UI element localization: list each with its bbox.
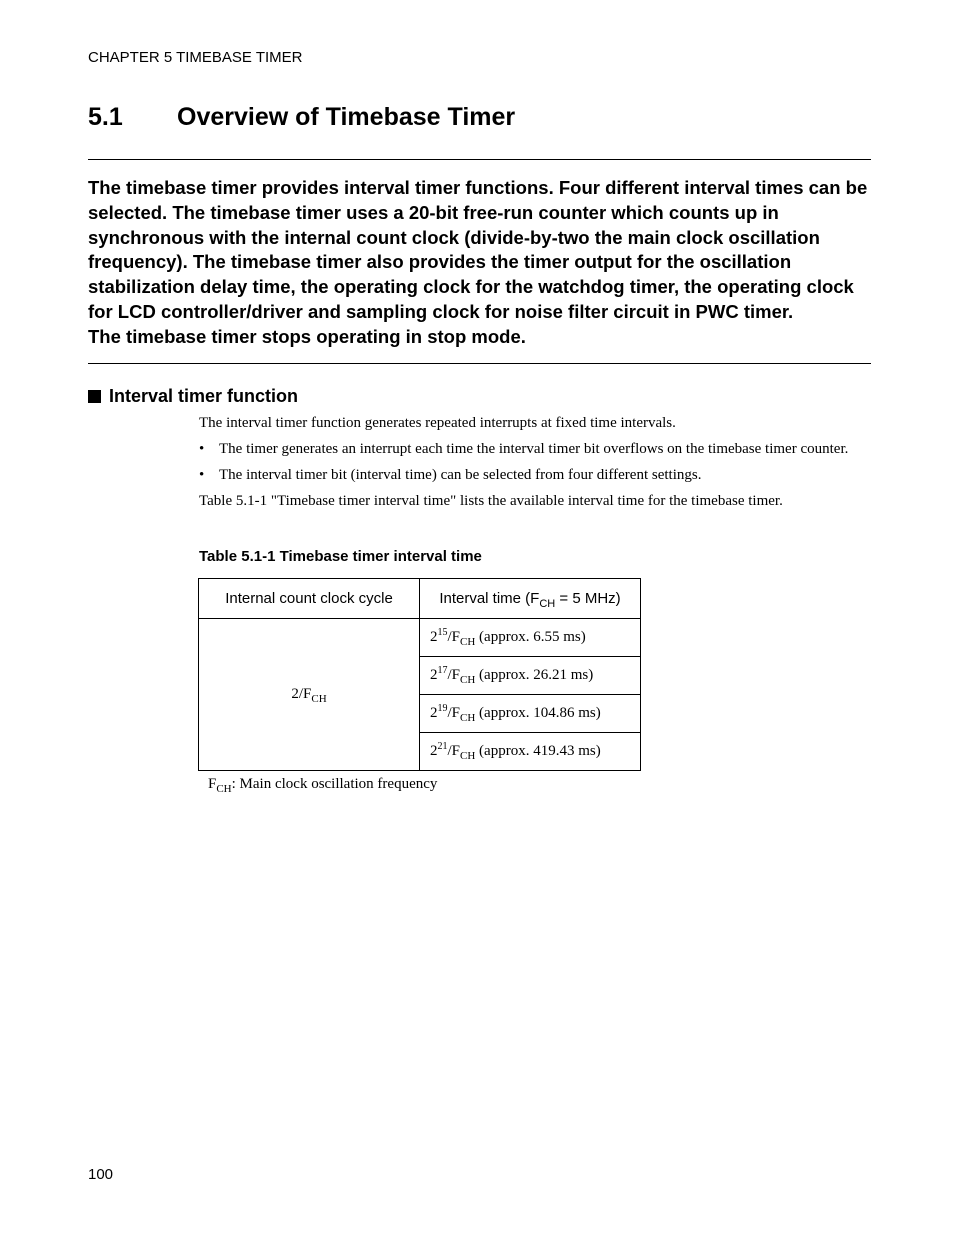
interval-cell: $2^{17}/F_{CH}$ (approx. 26.21 ms) (420, 657, 641, 695)
header-cell-cycle: Internal count clock cycle (199, 579, 420, 619)
running-header: CHAPTER 5 TIMEBASE TIMER (88, 49, 303, 66)
table-row (199, 619, 641, 657)
bullet-list (199, 438, 872, 486)
section-title-text: Overview of Timebase Timer (177, 103, 516, 131)
page-number: 100 (88, 1166, 114, 1183)
bottom-divider (88, 363, 871, 364)
intro-paragraph: The interval timer function generates repeated interrupts at fixed time intervals. (199, 415, 676, 431)
body-text (199, 412, 872, 516)
table-reference-paragraph: Table 5.1-1 "Timebase timer interval time" lists the available interval time for the timebase timer. (199, 493, 783, 509)
header-cell-interval: Interval time ($F_{CH} = 5$ MHz) (420, 579, 641, 619)
bullet-icon: • (199, 441, 205, 457)
table-footnote: $F_{CH}$: Main clock oscillation frequency (208, 776, 438, 795)
list-item: • The interval timer bit (interval time) can be selected from four different settings. (199, 464, 872, 486)
subsection-heading (88, 386, 298, 407)
summary-paragraph-1: The timebase timer provides interval timer functions. Four different interval times can be selected. The timebase timer uses a 20-bit free-run counter which counts up in synchronous with the internal count clock (divide-by-two the main clock oscillation frequency). The timebase timer also provides the timer output for the oscillation stabilization delay time, the operating clock for the watchdog timer, the operating clock for LCD controller/driver and sampling clock for noise filter circuit in PWC timer. (88, 177, 868, 322)
table-header-row (199, 579, 641, 619)
summary-block (88, 176, 871, 350)
interval-time-table (198, 578, 641, 771)
top-divider (88, 159, 871, 160)
interval-cell: $2^{19}/F_{CH}$ (approx. 104.86 ms) (420, 695, 641, 733)
section-number: 5.1 (88, 103, 123, 131)
interval-cell: $2^{15}/F_{CH}$ (approx. 6.55 ms) (420, 619, 641, 657)
interval-cell: $2^{21}/F_{CH}$ (approx. 419.43 ms) (420, 733, 641, 771)
table-caption: Table 5.1-1 Timebase timer interval time (199, 548, 482, 565)
summary-paragraph-2: The timebase timer stops operating in stop mode. (88, 325, 526, 347)
subsection-heading-text: Interval timer function (109, 386, 299, 406)
section-title (88, 103, 515, 132)
bullet-icon: • (199, 467, 205, 483)
cycle-cell: $2/F_{CH}$ (199, 619, 420, 771)
square-bullet-icon (88, 390, 101, 403)
list-item: • The timer generates an interrupt each time the interval timer bit overflows on the timebase timer counter. (199, 438, 872, 460)
